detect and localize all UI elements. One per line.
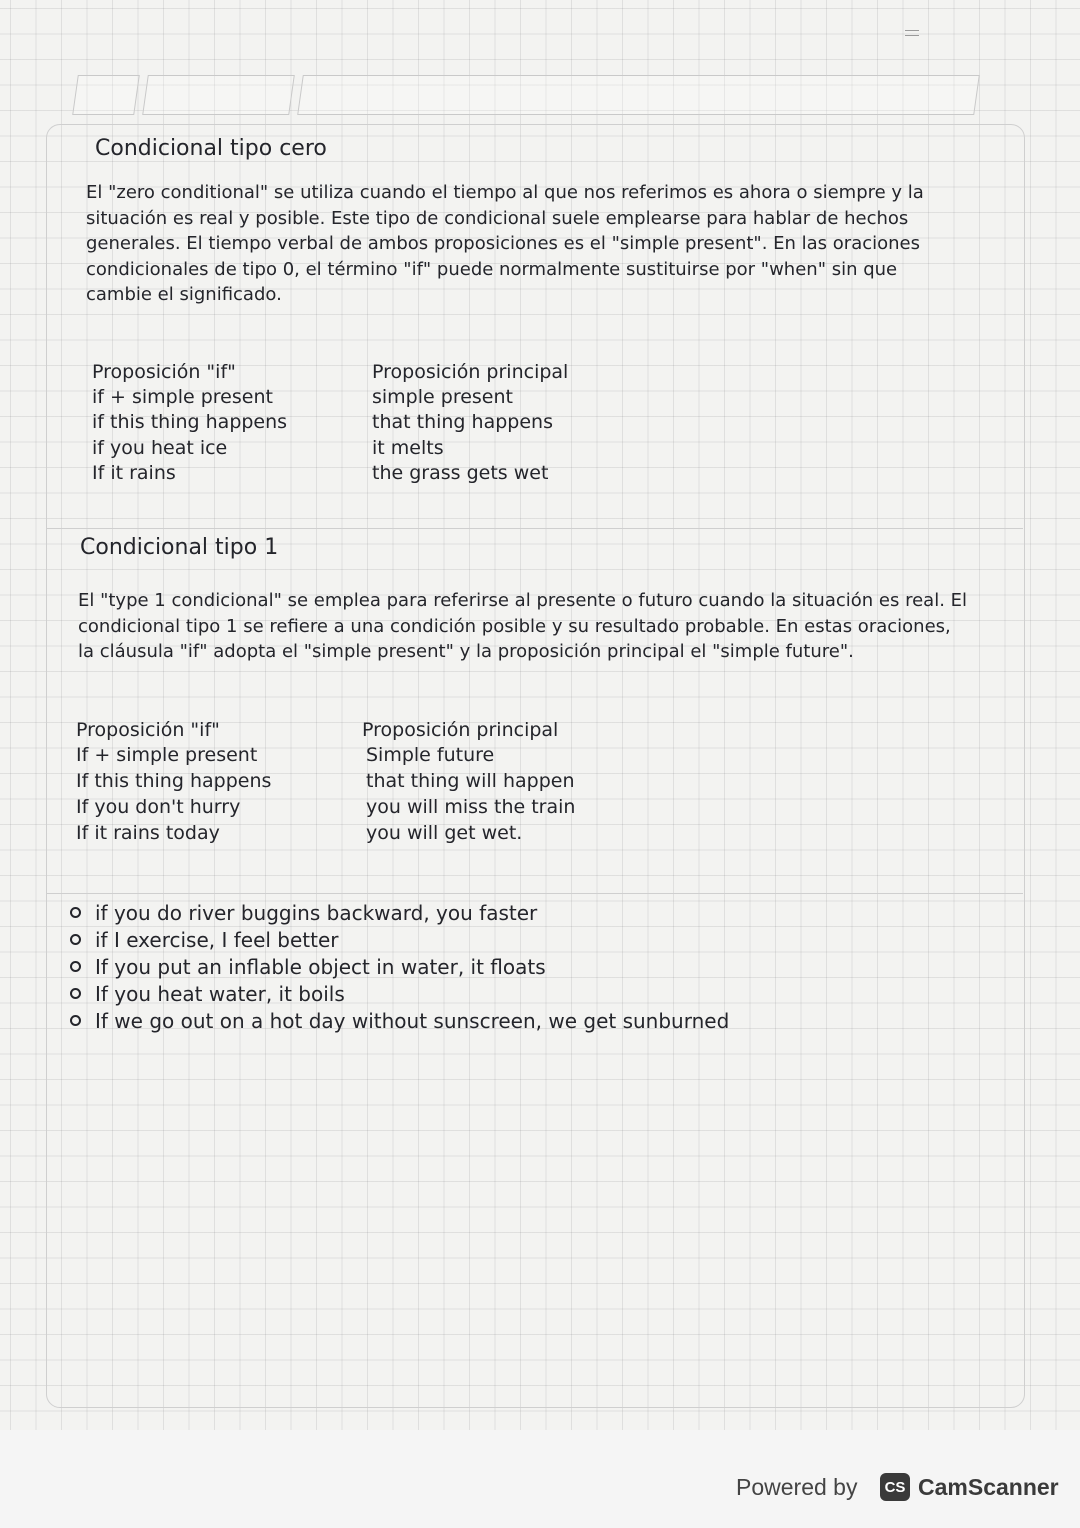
one-left-header: Proposición "if": [76, 719, 220, 741]
list-item: [70, 900, 729, 927]
bullet-circle-icon: [70, 988, 81, 999]
zero-right-cell: the grass gets wet: [372, 462, 549, 484]
example-text: if I exercise, I feel better: [95, 928, 339, 952]
camscanner-logo-icon: CS: [880, 1473, 910, 1501]
zero-left-header: Proposición "if": [92, 361, 236, 383]
bullet-circle-icon: [70, 1015, 81, 1026]
one-right-header: Proposición principal: [362, 719, 559, 741]
header-box-number: [142, 75, 295, 115]
bullet-circle-icon: [70, 907, 81, 918]
powered-by-label: Powered by: [736, 1474, 858, 1500]
zero-left-cell: if this thing happens: [92, 411, 288, 433]
one-right-cell: you will miss the train: [366, 796, 576, 818]
zero-right-cell: that thing happens: [372, 411, 553, 433]
bullet-circle-icon: [70, 961, 81, 972]
list-item: [70, 981, 729, 1008]
section-divider: [46, 528, 1023, 529]
section-zero-title: Condicional tipo cero: [95, 136, 327, 161]
zero-left-cell: if + simple present: [92, 386, 273, 408]
list-item: [70, 927, 729, 954]
one-left-cell: If it rains today: [76, 822, 220, 844]
one-left-cell: If you don't hurry: [76, 796, 241, 818]
example-text: If you put an inflable object in water, it floats: [95, 955, 546, 979]
header-box-date: [72, 75, 140, 115]
one-left-cell: If this thing happens: [76, 770, 272, 792]
header-box-title: [297, 75, 980, 115]
page-mark: [905, 30, 919, 42]
section-divider: [46, 893, 1023, 894]
list-item: [70, 1008, 729, 1035]
one-right-cell: that thing will happen: [366, 770, 575, 792]
zero-right-cell: simple present: [372, 386, 513, 408]
zero-right-cell: it melts: [372, 437, 444, 459]
example-text: If we go out on a hot day without sunscreen, we get sunburned: [95, 1009, 730, 1033]
section-one-title: Condicional tipo 1: [80, 535, 279, 560]
section-one-paragraph: El "type 1 condicional" se emplea para referirse al presente o futuro cuando la situación es real. El condicional tipo 1 se refiere a una condición posible y su resultado probable. En estas oraciones, la cláusula "if" adopta el "simple present" y la proposición principal el "simple future".: [78, 590, 968, 662]
example-text: If you heat water, it boils: [95, 982, 345, 1006]
one-right-cell: Simple future: [366, 744, 495, 766]
camscanner-brand: CamScanner: [918, 1474, 1059, 1500]
one-right-cell: you will get wet.: [366, 822, 523, 844]
zero-left-cell: If it rains: [92, 462, 176, 484]
section-zero-paragraph: El "zero conditional" se utiliza cuando el tiempo al que nos referimos es ahora o siempre y la situación es real y posible. Este tipo de condicional suele emplearse para hablar de hechos generales. El tiempo verbal de ambos proposiciones es el "simple present". En las oraciones condicionales de tipo 0, el término "if" puede normalmente sustituirse por "when" sin que cambie el significado.: [86, 182, 924, 305]
bullet-circle-icon: [70, 934, 81, 945]
example-text: if you do river buggins backward, you faster: [95, 901, 538, 925]
zero-left-cell: if you heat ice: [92, 437, 228, 459]
examples-list: [70, 900, 729, 1035]
one-left-cell: If + simple present: [76, 744, 258, 766]
list-item: [70, 954, 729, 981]
zero-right-header: Proposición principal: [372, 361, 569, 383]
